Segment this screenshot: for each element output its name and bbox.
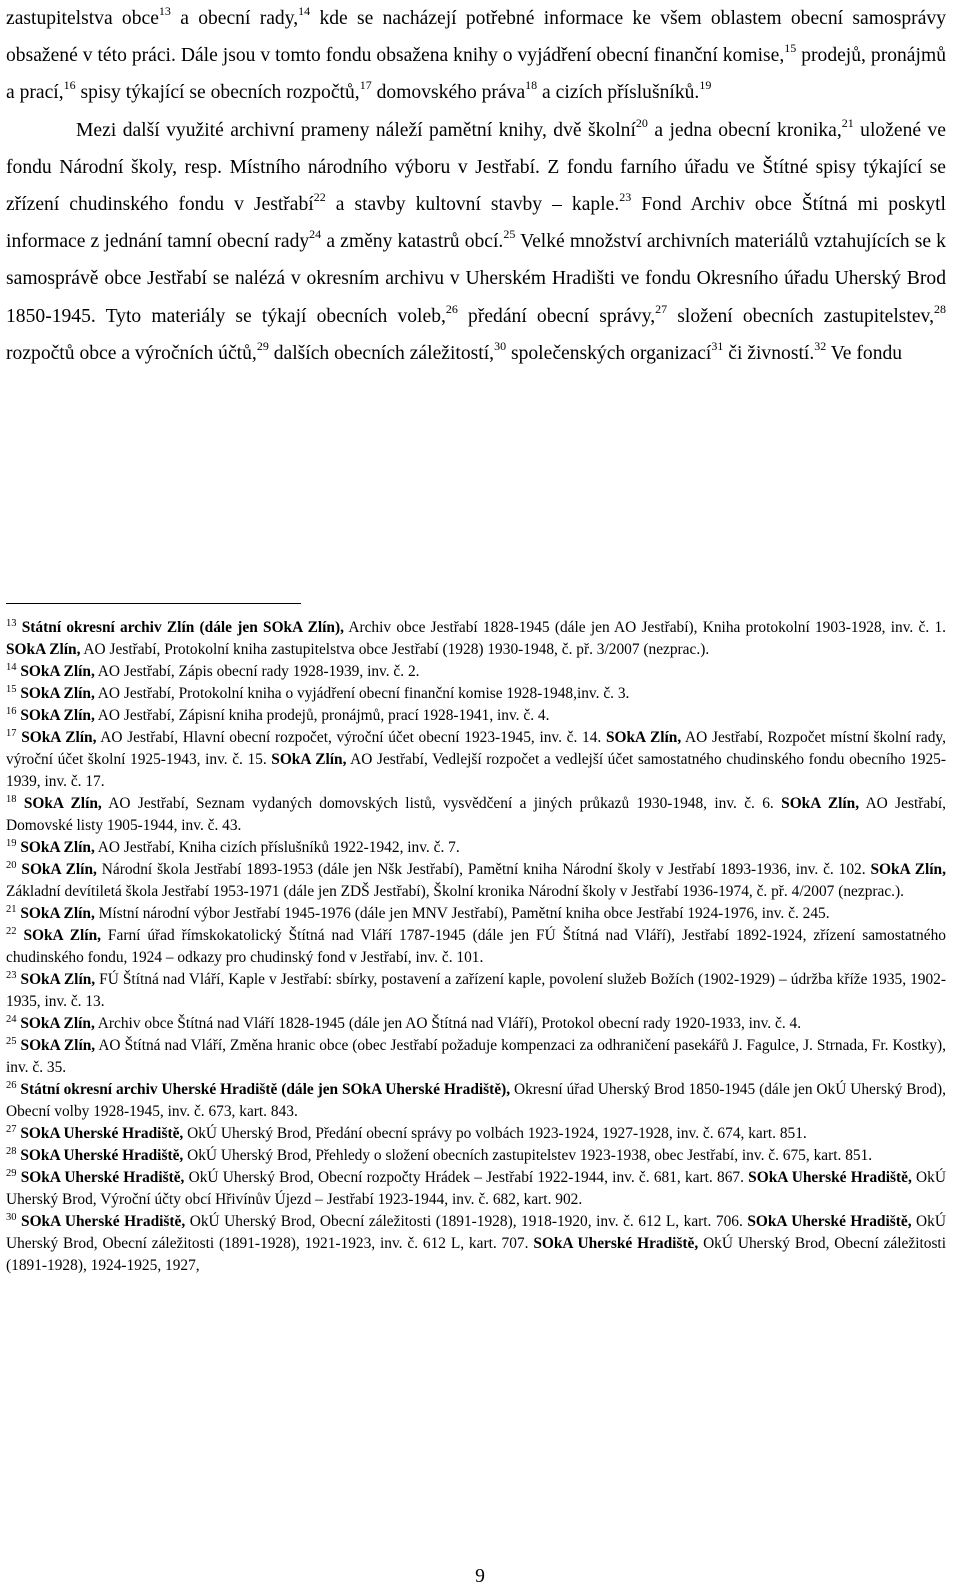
- archive-name: SOkA Uherské Hradiště,: [20, 1125, 184, 1142]
- footnote-number: 14: [6, 662, 17, 673]
- archive-name: SOkA Uherské Hradiště,: [748, 1169, 912, 1186]
- footnote-text: OkÚ Uherský Brod, Obecní rozpočty Hrádek – Jestřabí 1922-1944, inv. č. 681, kart. 867.: [184, 1169, 749, 1186]
- text-run: prodejů, pronájmů a prací,: [6, 45, 946, 104]
- footnote-text: AO Jestřabí, Seznam vydaných domovských listů, vysvědčení a jiných průkazů 1930-1948, inv. č. 6.: [101, 795, 782, 812]
- footnote-number: 22: [6, 926, 17, 937]
- footnote-14: [6, 661, 946, 683]
- footnote-ref[interactable]: 22: [313, 190, 326, 205]
- footnote-text: AO Jestřabí, Protokolní kniha o vyjádření obecní finanční komise 1928-1948,inv. č. 3.: [94, 685, 630, 702]
- archive-name: SOkA Zlín,: [20, 663, 95, 680]
- archive-name: SOkA Zlín,: [20, 685, 95, 702]
- text-run: a jedna obecní kronika,: [647, 119, 842, 141]
- text-run: Velké množství archivních materiálů vztahujících se k samosprávě obce Jestřabí se nalézá v okresním archivu v Uherském Hradišti ve fondu Okresního úřadu Uherský Brod 1850-1945. Tyto materiály se týkají obecních voleb,: [6, 231, 946, 327]
- footnote-number: 30: [6, 1212, 17, 1223]
- footnote-ref[interactable]: 18: [525, 78, 538, 93]
- footnote-29: [6, 1167, 946, 1211]
- text-run: uložené ve fondu Národní školy, resp. Místního národního výboru v Jestřabí. Z fondu farního úřadu ve Štítné spisy týkající se zřízení chudinského fondu v Jestřabí: [6, 119, 946, 216]
- footnote-24: [6, 1013, 946, 1035]
- footnote-ref[interactable]: 29: [256, 338, 269, 353]
- text-run: společenských organizací: [506, 342, 712, 364]
- footnote-22: [6, 925, 946, 969]
- footnote-text: Archiv obce Jestřabí 1828-1945 (dále jen AO Jestřabí), Kniha protokolní 1903-1928, inv. č. 1.: [343, 619, 946, 636]
- footnote-ref[interactable]: 13: [158, 4, 171, 18]
- footnote-number: 20: [6, 860, 17, 871]
- text-run: spisy týkající se obecních rozpočtů,: [75, 82, 360, 104]
- text-run: a cizích příslušníků.: [537, 82, 700, 104]
- footnote-25: [6, 1035, 946, 1079]
- footnote-13: [6, 617, 946, 661]
- footnote-text: AO Štítná nad Vláří, Změna hranic obce (obec Jestřabí požaduje kompenzaci za odhraničení pasekářů J. Fagulce, J. Strnada, Fr. Kostky), inv. č. 35.: [6, 1037, 946, 1076]
- footnote-text: OkÚ Uherský Brod, Výroční účty obcí Hřivínův Újezd – Jestřabí 1923-1944, inv. č. 682, kart. 902.: [6, 1169, 946, 1208]
- archive-name: SOkA Zlín,: [20, 1015, 95, 1032]
- page-number: 9: [475, 1566, 485, 1587]
- footnote-text: AO Jestřabí, Vedlejší rozpočet a vedlejší účet samostatného chudinského fondu obecního 1925-1939, inv. č. 17.: [6, 751, 946, 790]
- footnote-number: 19: [6, 838, 17, 849]
- footnote-text: OkÚ Uherský Brod, Obecní záležitosti (1891-1928), 1921-1923, inv. č. 612 L, kart. 707.: [6, 1213, 946, 1252]
- text-run: předání obecní správy,: [457, 305, 656, 327]
- footnote-30: [6, 1211, 946, 1277]
- footnote-text: AO Jestřabí, Protokolní kniha zastupitelstva obce Jestřabí (1928) 1930-1948, č. př. 3/2007 (nezprac.).: [80, 641, 710, 658]
- text-run: složení obecních zastupitelstev,: [667, 305, 934, 327]
- footnote-text: OkÚ Uherský Brod, Přehledy o složení obecních zastupitelstev 1923-1938, obec Jestřabí, inv. č. 675, kart. 851.: [183, 1147, 873, 1164]
- footnote-text: Okresní úřad Uherský Brod 1850-1945 (dále jen OkÚ Uherský Brod), Obecní volby 1928-1945, inv. č. 673, kart. 843.: [6, 1081, 946, 1120]
- footnote-number: 27: [6, 1124, 17, 1135]
- text-run: či živností.: [723, 342, 815, 364]
- footnote-text: AO Jestřabí, Hlavní obecní rozpočet, výroční účet obecní 1923-1945, inv. č. 14.: [96, 729, 606, 746]
- footnote-text: OkÚ Uherský Brod, Obecní záležitosti (1891-1928), 1918-1920, inv. č. 612 L, kart. 706.: [185, 1213, 748, 1230]
- footnote-text: FÚ Štítná nad Vláří, Kaple v Jestřabí: sbírky, postavení a zařízení kaple, povolení služeb Božích (1902-1929) – údržba kříže 1935, 1902-1935, inv. č. 13.: [6, 971, 946, 1010]
- footnote-text: Farní úřad římskokatolický Štítná nad Vláří 1787-1945 (dále jen FÚ Štítná nad Vláří), Jestřabí 1892-1924, zřízení samostatného chudinského fondu, 1924 – odkazy pro chudinský fond v Jestřabí, inv. č. 101.: [6, 927, 946, 966]
- footnote-15: [6, 683, 946, 705]
- footnote-ref[interactable]: 24: [309, 227, 322, 242]
- archive-name: SOkA Zlín,: [6, 641, 81, 658]
- footnote-ref[interactable]: 23: [619, 190, 632, 205]
- archive-name: Státní okresní archiv Uherské Hradiště (dále jen SOkA Uherské Hradiště),: [20, 1081, 511, 1098]
- footnote-27: [6, 1123, 946, 1145]
- footnote-number: 15: [6, 684, 17, 695]
- text-run: Ve fondu: [826, 342, 903, 364]
- footnote-26: [6, 1079, 946, 1123]
- paragraph-2: [6, 112, 946, 372]
- archive-name: SOkA Zlín,: [271, 751, 347, 768]
- footnote-17: [6, 727, 946, 793]
- archive-name: SOkA Zlín,: [23, 795, 102, 812]
- text-run: a změny katastrů obcí.: [321, 231, 504, 253]
- footnote-18: [6, 793, 946, 837]
- footnote-ref[interactable]: 19: [699, 78, 712, 93]
- footnote-ref[interactable]: 26: [445, 301, 458, 316]
- archive-name: SOkA Uherské Hradiště,: [20, 1147, 184, 1164]
- footnote-ref[interactable]: 28: [934, 301, 946, 316]
- footnote-ref[interactable]: 20: [635, 115, 648, 130]
- footnote-19: [6, 837, 946, 859]
- footnote-text: Základní devítiletá škola Jestřabí 1953-1971 (dále jen ZDŠ Jestřabí), Školní kronika Národní školy v Jestřabí 1936-1974, č. př. 4/2007 (nezprac.).: [6, 883, 905, 900]
- footnote-ref[interactable]: 32: [814, 338, 827, 353]
- archive-name: SOkA Zlín,: [20, 707, 95, 724]
- footnote-20: [6, 859, 946, 903]
- footnote-text: AO Jestřabí, Rozpočet místní školní rady, výroční účet školní 1925-1943, inv. č. 15.: [6, 729, 946, 768]
- archive-name: SOkA Uherské Hradiště,: [20, 1169, 185, 1186]
- footnote-number: 24: [6, 1014, 17, 1025]
- footnotes: [6, 617, 946, 1277]
- paragraph-1: [6, 0, 946, 112]
- archive-name: SOkA Uherské Hradiště,: [533, 1235, 699, 1252]
- footnote-text: AO Jestřabí, Zápisní kniha prodejů, pronájmů, prací 1928-1941, inv. č. 4.: [94, 707, 550, 724]
- archive-name: SOkA Zlín,: [605, 729, 682, 746]
- archive-name: Státní okresní archiv Zlín (dále jen SOkA Zlín),: [21, 619, 344, 636]
- text-run: rozpočtů obce a výročních účtů,: [6, 342, 257, 364]
- footnote-text: AO Jestřabí, Zápis obecní rady 1928-1939, inv. č. 2.: [94, 663, 420, 680]
- footnote-23: [6, 969, 946, 1013]
- footnote-number: 17: [6, 728, 17, 739]
- archive-name: SOkA Zlín,: [781, 795, 860, 812]
- main-text: [6, 0, 946, 372]
- footnote-ref[interactable]: 17: [359, 78, 372, 93]
- footnote-ref[interactable]: 25: [503, 227, 516, 242]
- footnote-number: 21: [6, 904, 17, 915]
- footnote-text: Národní škola Jestřabí 1893-1953 (dále jen Nšk Jestřabí), Pamětní kniha Národní školy v Jestřabí 1893-1936, inv. č. 102.: [96, 861, 871, 878]
- footnote-ref[interactable]: 16: [63, 78, 76, 93]
- footnote-ref[interactable]: 15: [784, 41, 797, 56]
- footnote-number: 25: [6, 1036, 17, 1047]
- footnote-text: AO Jestřabí, Kniha cizích příslušníků 1922-1942, inv. č. 7.: [94, 839, 460, 856]
- archive-name: SOkA Uherské Hradiště,: [21, 1213, 186, 1230]
- footnote-separator: [6, 603, 301, 604]
- footnote-number: 16: [6, 706, 17, 717]
- footnote-number: 28: [6, 1146, 17, 1157]
- text-run: Mezi další využité archivní prameny náleží pamětní knihy, dvě školní: [76, 119, 636, 141]
- text-run: a stavby kultovní stavby – kaple.: [325, 194, 620, 216]
- footnote-text: OkÚ Uherský Brod, Obecní záležitosti (1891-1928), 1924-1925, 1927,: [6, 1235, 946, 1274]
- footnote-text: Místní národní výbor Jestřabí 1945-1976 (dále jen MNV Jestřabí), Pamětní kniha obce Jestřabí 1924-1976, inv. č. 245.: [94, 905, 830, 922]
- footnote-number: 18: [6, 794, 17, 805]
- archive-name: SOkA Zlín,: [20, 839, 95, 856]
- footnote-number: 26: [6, 1080, 17, 1091]
- footnote-16: [6, 705, 946, 727]
- archive-name: SOkA Zlín,: [23, 927, 101, 944]
- footnote-number: 13: [6, 618, 17, 629]
- footnote-21: [6, 903, 946, 925]
- archive-name: SOkA Zlín,: [870, 861, 946, 878]
- archive-name: SOkA Zlín,: [20, 971, 96, 988]
- text-run: kde se nacházejí potřebné informace ke všem oblastem obecní samosprávy obsažené v této práci. Dále jsou v tomto fondu obsažena knihy o vyjádření obecní finanční komise,: [6, 8, 946, 67]
- footnote-ref[interactable]: 31: [711, 338, 724, 353]
- archive-name: SOkA Zlín,: [20, 1037, 96, 1054]
- footnote-ref[interactable]: 27: [655, 301, 668, 316]
- text-run: Fond Archiv obce Štítná mi poskytl informace z jednání tamní obecní rady: [6, 194, 946, 253]
- archive-name: SOkA Zlín,: [21, 861, 97, 878]
- footnote-text: OkÚ Uherský Brod, Předání obecní správy po volbách 1923-1924, 1927-1928, inv. č. 674, kart. 851.: [183, 1125, 807, 1142]
- archive-name: SOkA Zlín,: [21, 729, 97, 746]
- footnote-number: 23: [6, 970, 17, 981]
- archive-name: SOkA Zlín,: [20, 905, 95, 922]
- text-run: a obecní rady,: [170, 8, 299, 29]
- footnote-text: AO Jestřabí, Domovské listy 1905-1944, inv. č. 43.: [6, 795, 947, 834]
- text-run: domovského práva: [371, 82, 526, 104]
- footnote-text: Archiv obce Štítná nad Vláří 1828-1945 (dále jen AO Štítná nad Vláří), Protokol obecní rady 1920-1933, inv. č. 4.: [94, 1015, 802, 1032]
- footnote-number: 29: [6, 1168, 17, 1179]
- text-run: zastupitelstva obce: [6, 8, 159, 29]
- footnote-ref[interactable]: 14: [298, 4, 311, 18]
- footnote-28: [6, 1145, 946, 1167]
- text-run: dalších obecních záležitostí,: [268, 342, 495, 364]
- footnote-ref[interactable]: 21: [841, 115, 854, 130]
- archive-name: SOkA Uherské Hradiště,: [747, 1213, 912, 1230]
- footnote-ref[interactable]: 30: [494, 338, 507, 353]
